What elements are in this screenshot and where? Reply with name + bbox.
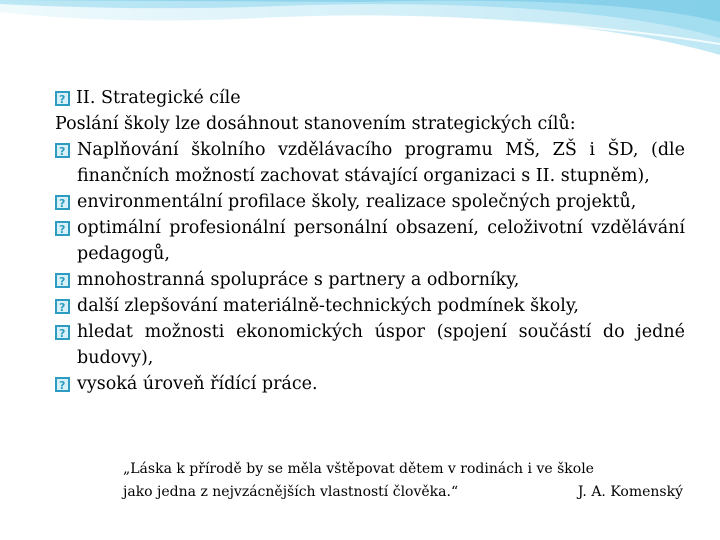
list-item: ? Naplňování školního vzdělávacího programu MŠ, ZŠ i ŠD, (dle finančních možností zachovat stávající organizaci s II. stupněm), [55,137,685,189]
section-heading [55,85,685,111]
square-bullet-icon [55,195,70,210]
list-item: ? environmentální profilace školy, realizace společných projektů, [55,189,685,215]
list-item: ? vysoká úroveň řídící práce. [55,371,685,397]
goal-list [55,137,685,397]
header-wave-decoration [0,0,720,80]
list-item: ? hledat možnosti ekonomických úspor (spojení součástí do jedné budovy), [55,319,685,371]
quote-line-2: jako jedna z nejvzácnějších vlastností člověka.“ [123,484,459,500]
main-content [55,85,685,397]
list-item: ? mnohostranná spolupráce s partnery a odborníky, [55,267,685,293]
square-bullet-icon [55,143,70,158]
square-bullet-icon [55,325,70,340]
square-bullet-icon [55,299,70,314]
quote-author: J. A. Komenský [577,484,683,500]
square-bullet-icon [55,221,70,236]
square-bullet-icon [55,377,70,392]
lead-text: Poslání školy lze dosáhnout stanovením strategických cílů: [55,114,576,134]
quote-row [123,481,683,504]
square-bullet-icon [55,91,70,106]
page-title: II. Strategické cíle [76,88,241,108]
list-item: ? optimální profesionální personální obsazení, celoživotní vzdělávání pedagogů, [55,215,685,267]
square-bullet-icon [55,273,70,288]
quote-block [123,458,683,504]
list-item: ? další zlepšování materiálně-technických podmínek školy, [55,293,685,319]
quote-line-1: „Láska k přírodě by se měla vštěpovat dětem v rodinách i ve škole [123,461,594,477]
